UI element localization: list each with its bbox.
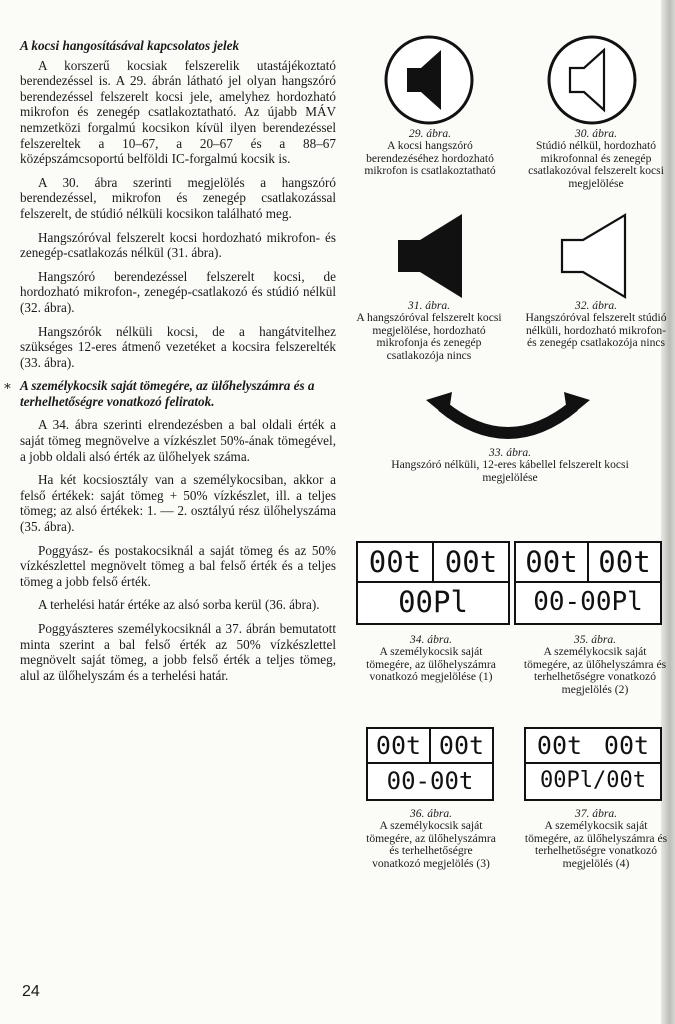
figure-35-caption: 35. ábra. A személykocsik saját tömegére, az ülőhelyszámra és terhelhetőségre vonatkozó megjelölés (2)	[523, 633, 667, 696]
sign-top-left: 00t	[536, 731, 583, 760]
text-column	[3, 38, 336, 691]
figure-30-caption: 30. ábra. Stúdió nélkül, hordozható mikrofonnal és zenegép csatlakozóval felszerelt kocsi megjelölése	[528, 127, 664, 190]
paragraph: Poggyászteres személykocsiknál a 37. ábrán bemutatott minta szerint a bal felső érték az 50% vízkészlettel megnövelt saját tömeg, a jobb felső érték a teljes tömeg, alul az ülőhelyszám és a terhelési határ.	[20, 621, 336, 683]
figure-32-caption: 32. ábra. Hangszóróval felszerelt stúdió nélküli, hordozható mikrofon- és zenegép csatlakozója nincs	[525, 299, 667, 350]
paragraph: Ha két kocsiosztály van a személykocsiban, akkor a felső értékek: saját tömeg + 50% vízkészlet, ill. a teljes tömeg; az alsó értékek: 1. — 2. osztályú rész ülőhelyszáma (35. ábra).	[20, 472, 336, 535]
sign-top-right: 00t	[429, 729, 492, 762]
sign-top-right: 00t	[587, 543, 660, 581]
sign-36	[366, 727, 494, 801]
section-heading-text: A személykocsik saját tömegére, az ülőhelyszámra és a terhelhetőségre vonatkozó feliratok.	[20, 378, 315, 409]
paragraph: A terhelési határ értéke az alsó sorba kerül (36. ábra).	[38, 597, 320, 613]
sign-top-left: 00t	[525, 545, 578, 579]
figure-29-caption: 29. ábra. A kocsi hangszóró berendezéséhez hordozható mikrofon is csatlakoztatható	[364, 127, 496, 178]
paragraph: A 30. ábra szerinti megjelölés a hangszóró berendezéssel, mikrofon és zenegép csatlakozással felszerelt, de stúdió nélküli kocsikon található meg.	[20, 174, 336, 221]
speaker-outline-icon	[559, 212, 629, 300]
page-number: 24	[22, 983, 40, 1000]
paragraph: Hangszórók nélküli kocsi, de a hangátvitelhez szükséges 12-eres átmenő vezetéket a kocsira felszerelték (33. ábra).	[20, 323, 336, 370]
sign-bottom: 00-00t	[386, 766, 474, 795]
paragraph: A korszerű kocsiak felszerelik utastájékoztató berendezéssel is. A 29. ábrán látható jel olyan hangszóró berendezéssel felszerelt kocsi jele, amelyhez hordozható mikrofon és zenegép csatlakoztatható. Az újabb MÁV nemzetközi forgalmú kocsikon kívül ilyen berendezéssel felszereltek a 10–67, a 20–67 és a 88–67 középszámcsoportú belföldi IC-forgalmú kocsik is.	[20, 57, 336, 167]
speaker-circle-outline-icon	[546, 34, 638, 126]
paragraph: Poggyász- és postakocsiknál a saját tömeg és az 50% vízkészlettel megnövelt tömeg a bal felső érték és a teljes tömeg a jobb felső érték.	[20, 542, 336, 589]
paragraph: Hangszóróval felszerelt kocsi hordozható mikrofon- és zenegép-csatlakozás nélkül (31. ábra).	[20, 229, 336, 261]
star-mark: ∗	[3, 378, 12, 394]
sign-top-left: 00t	[375, 731, 422, 760]
figure-36-caption: 36. ábra. A személykocsik saját tömegére, az ülőhelyszámra és terhelhetőségre vonatkozó megjelölés (3)	[366, 807, 496, 870]
figure-33-caption: 33. ábra. Hangszóró nélküli, 12-eres kábellel felszerelt kocsi megjelölése	[391, 446, 629, 484]
sign-top-left: 00t	[368, 545, 422, 579]
sign-37	[524, 727, 662, 801]
paragraph: A 34. ábra szerinti elrendezésben a bal oldali érték a saját tömeg megnövelve a vízkészlet 50%-ának tömegével, a jobb oldali alsó érték az ülőhelyek száma.	[20, 417, 336, 464]
sign-bottom: 00-00Pl	[533, 587, 643, 617]
figure-37-caption: 37. ábra. A személykocsik saját tömegére, az ülőhelyszámra és terhelhetőségre vonatkozó megjelölés (4)	[524, 807, 668, 870]
cable-arc-icon	[422, 386, 594, 448]
sign-bottom: 00Pl/00t	[540, 768, 646, 793]
sign-bottom: 00Pl	[398, 585, 468, 619]
speaker-circle-filled-icon	[383, 34, 475, 126]
section-heading: A kocsi hangosításával kapcsolatos jelek	[20, 38, 240, 53]
speaker-filled-icon	[396, 212, 466, 300]
sign-top-right: 00t	[432, 543, 508, 581]
paragraph: Hangszóró berendezéssel felszerelt kocsi, de hordozható mikrofon-, zenegép-csatlakozó és stúdió nélkül (32. ábra).	[20, 268, 336, 315]
sign-35	[514, 541, 662, 625]
sign-34	[356, 541, 510, 625]
figure-34-caption: 34. ábra. A személykocsik saját tömegére, az ülőhelyszámra vonatkozó megjelölése (1)	[366, 633, 496, 684]
section-heading-2	[3, 378, 336, 409]
sign-top-right: 00t	[603, 731, 650, 760]
figure-31-caption: 31. ábra. A hangszóróval felszerelt kocsi megjelölése, hordozható mikrofonja és zenegép csatlakozója nincs	[356, 299, 502, 362]
